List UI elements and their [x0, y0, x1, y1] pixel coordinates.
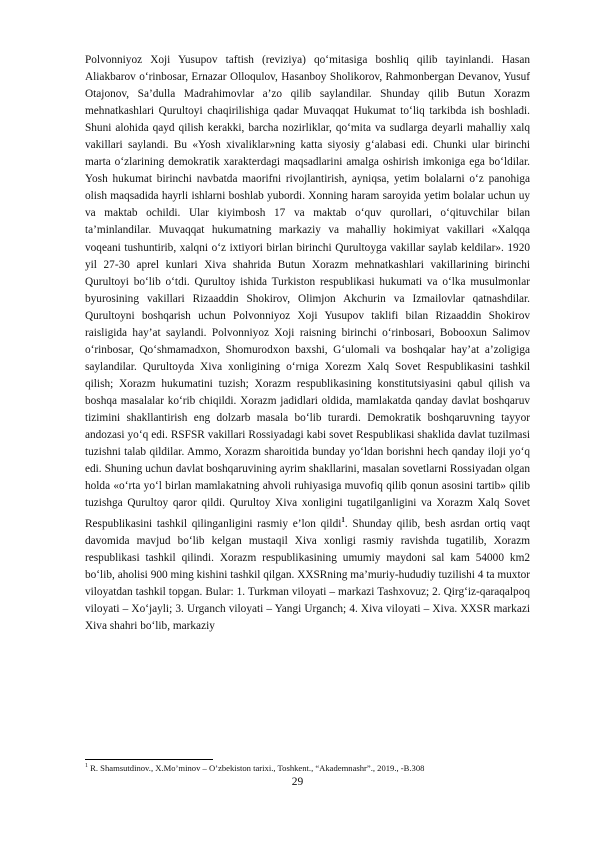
paragraph-text-1: Polvonniyoz Xoji Yusupov taftish (reviziya) qo‘mitasiga boshliq qilib tayinlandi. Hasan Aliakbarov o‘rinbosar, Ernazar Olloqulov, Hasanboy Sholikorov, Rahmonbergan Devanov, Yusuf Otajonov, Sa’dulla Madrahimovlar a’zo qilib saylandilar. Shunday qilib Butun Xorazm mehnatkashlari Qurultoyi chaqirilishiga qadar Muvaqqat Hukumat to‘liq tarkibda ish boshladi. Shuni alohida qayd qilish kerakki, barcha nozirliklar, qo‘mita va sudlarga deyarli mahalliy xalq vakillari saylandi. Bu «Yosh xivaliklar»ning katta siyosiy g‘alabasi edi. Chunki ular birinchi marta o‘zlarining demokratik xarakterdagi maqsadlarini amalga oshirish imkoniga ega bo‘ldilar. Yosh hukumat birinchi navbatda maorifni rivojlantirish, ayniqsa, yetim bolalarni o‘z panohiga olish maqsadida hayrli ishlarni boshlab yubordi. Xonning haram saroyida yetim bolalar uchun uy va maktab ochildi. Ular kiyimbosh 17 va maktab o‘quv qurollari, o‘qituvchilar bilan ta’minlandilar. Muvaqqat hukumatning markaziy va mahalliy hokimiyat vakillari «Xalqqa voqeani tushuntirib, xalqni o‘z ixtiyori birlan birinchi Qurultoyga vakillar saylab keldilar». 1920 yil 27-30 aprel kunlari Xiva shahrida Butun Xorazm mehnatkashlari vakillarining birinchi Qurultoyi bo‘lib o‘tdi. Qurultoy ishida Turkiston respublikasi hukumati va o‘lka musulmonlar byurosining vakillari Rizaaddin Shokirov, Olimjon Akchurin va Izmailovlar qatnashdilar. Qurultoyni boshqarish uchun Polvonniyoz Xoji Yusupov taklifi bilan Rizaaddin Shokirov raisligida hay’at saylandi. Polvonniyoz Xoji raisning birinchi o‘rinbosari, Bobooxun Salimov o‘rinbosar, Qo‘shmamadxon, Shomurodxon baxshi, G‘ulomali va boshqalar hay’at a’zoligiga saylandilar. Qurultoyda Xiva xonligining o‘rniga Xorezm Xalq Sovet Respublikasini tashkil qilish; Xorazm hukumatini tuzish; Xorazm respublikasining konstitutsiyasini qabul qilish va boshqa masalalar ko‘rib chiqildi. Xorazm jadidlari oldida, mamlakatda qanday davlat boshqaruv tizimini shakllantirish eng dolzarb masala bo‘lib turardi. Demokratik boshqaruvning tayyor andozasi yo‘q edi. RSFSR vakillari Rossiyadagi kabi sovet Respublikasi shaklida davlat tuzilmasi tuzishni talab qildilar. Ammo, Xorazm sharoitida bunday yo‘ldan borishni hech qanday iloji yo‘q edi. Shuning uchun davlat boshqaruvining ayrim shakllarini, masalan sovetlarni Rossiyadan olgan holda «o‘rta yo‘l birlan mamlakatning ahvoli ruhiyasiga muvofiq qilib qonun asosini tartib» qilib tuzishga Qurultoy qaror qildi. Qurultoy Xiva xonligini tugatilganligini va Xorazm Xalq Sovet Respublikasini tashkil qilinganligini rasmiy e’lon qildi	[85, 54, 530, 531]
paragraph-text-2: . Shunday qilib, besh asrdan ortiq vaqt davomida mavjud bo‘lib kelgan mustaqil Xiva xonligi rasmiy ravishda tugatilib, Xorazm respublikasi tashkil qilindi. Xorazm respublikasining umumiy maydoni sal kam 54000 km2 bo‘lib, aholisi 900 ming kishini tashkil qilgan. XXSRning ma’muriy-hududiy tuzilishi 4 ta muxtor viloyatdan tashkil topgan. Bular: 1. Turkman viloyati – markazi Tashxovuz; 2. Qirg‘iz-qaraqalpoq viloyati – Xo‘jayli; 3. Urganch viloyati – Yangi Urganch; 4. Xiva viloyati – Xiva. XXSR markazi Xiva shahri bo‘lib, markaziy	[85, 518, 530, 633]
footnote-divider	[85, 759, 213, 760]
footnote-reference[interactable]: 1	[341, 516, 345, 525]
footnote-text: R. Shamsutdinov., X.Mo’minov – O’zbekiston tarixi., Toshkent., “Akademnashr”., 2019., -B.308	[88, 763, 425, 773]
main-paragraph	[85, 52, 530, 635]
page-number: 29	[291, 776, 304, 788]
footnote	[85, 763, 530, 773]
footnote-number: 1	[85, 763, 88, 770]
page-body	[85, 52, 530, 635]
